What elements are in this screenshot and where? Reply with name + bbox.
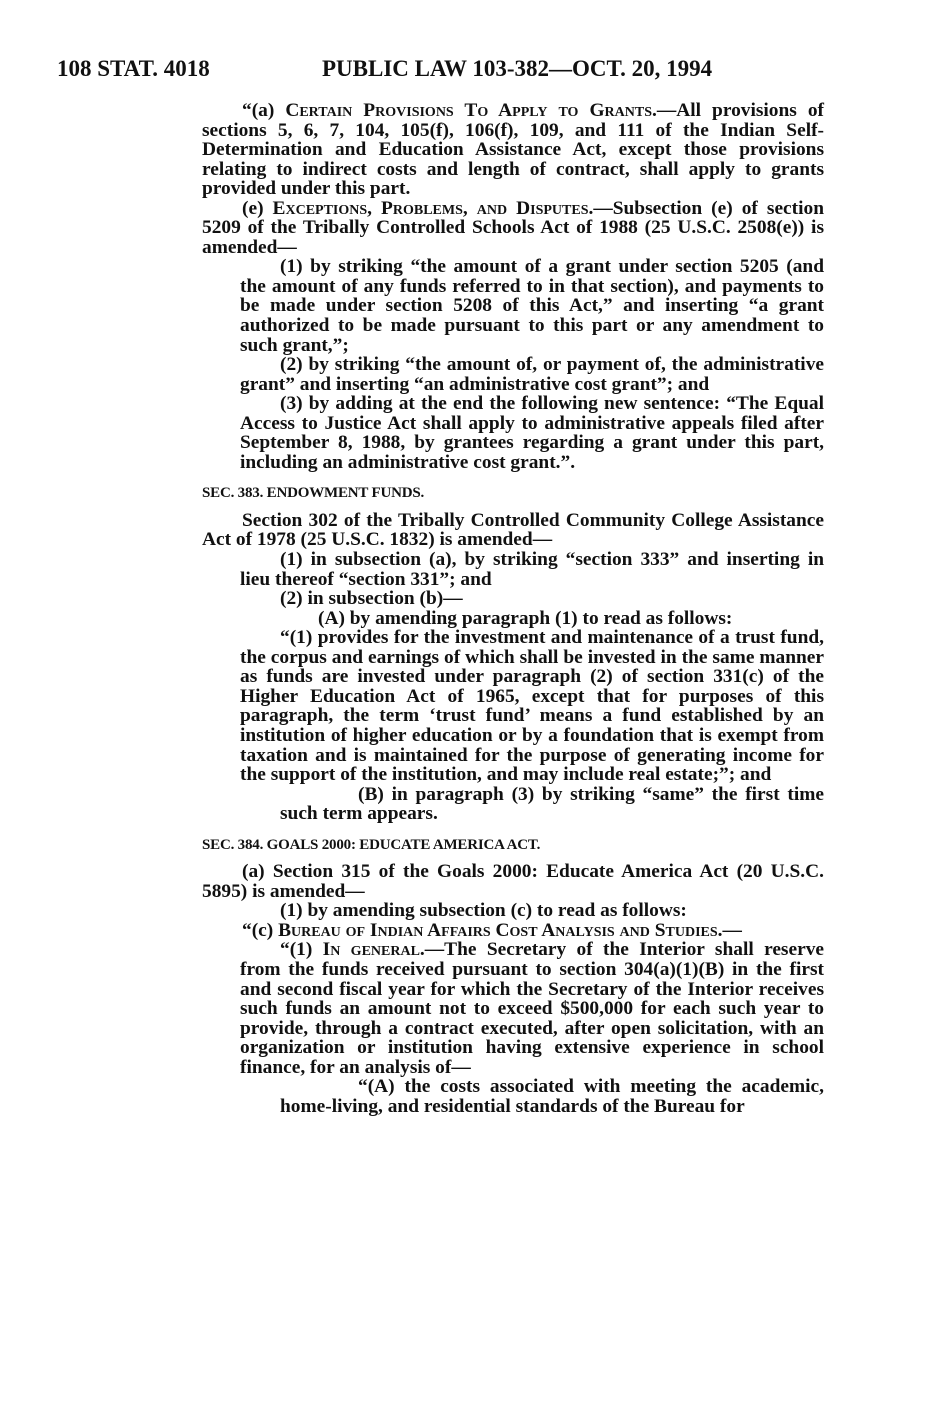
running-header: PUBLIC LAW 103-382—OCT. 20, 1994 <box>322 56 713 81</box>
page-reference: 108 STAT. 4018 <box>57 56 210 81</box>
clause-e3: (3) by adding at the end the following new sentence: “The Equal Access to Justice Act shall apply to administrative appeals filed after September 8, 1988, by grantees regarding a grant under this part, including an administrative cost grant.”. <box>240 393 824 473</box>
clause-383-2A: (A) by amending paragraph (1) to read as follows: <box>318 607 733 629</box>
subsection-heading: Bureau of Indian Affairs Cost Analysis and Studies <box>278 919 718 941</box>
clause-e1: (1) by striking “the amount of a grant under section 5205 (and the amount of any funds referred to in that section), and payments to be made under section 5208 of this Act,” and inserting “a grant authorized to be made pursuant to this part or any amendment to such grant,”; <box>240 256 824 356</box>
clause-384-1: (1) by amending subsection (c) to read as follows: <box>280 900 687 922</box>
section-384-a: (a) Section 315 of the Goals 2000: Educate America Act (20 U.S.C. 5895) is amended— <box>202 861 824 902</box>
section-383-heading: SEC. 383. ENDOWMENT FUNDS. <box>202 485 425 502</box>
paragraph-heading: In general <box>322 939 420 961</box>
clause-383-1: (1) in subsection (a), by striking “section 333” and inserting in lieu thereof “section 331”; and <box>240 549 824 590</box>
section-383-intro: Section 302 of the Tribally Controlled Community College Assistance Act of 1978 (25 U.S.C. 1832) is amended— <box>202 509 824 551</box>
clause-A: “(A) the costs associated with meeting the academic, home-living, and residential standards of the Bureau for <box>280 1076 824 1117</box>
clause-383-2B: (B) in paragraph (3) by striking “same” the first time such term appears. <box>280 783 824 825</box>
subsection-c-paragraph: “(a) Certain Provisions To Apply to Grants.—All provisions of sections 5, 6, 7, 104, 105(f), 106(f), 109, and 111 of the Indian Self-Determination and Education Assistance Act, except those provisions relating to indirect costs and length of contract, shall apply to grants provided under this part. <box>202 100 824 200</box>
subsection-heading: Exceptions, Problems, and Disputes <box>272 197 589 219</box>
clause-383-2: (2) in subsection (b)— <box>280 588 463 610</box>
subsection-heading: Certain Provisions To Apply to Grants <box>285 100 652 121</box>
paragraph-in-general: “(1) In general.—The Secretary of the Interior shall reserve from the funds received pursuant to section 304(a)(1)(B) in the first and second fiscal year for which the Secretary of the Interior receives such funds an amount not to exceed $500,000 for each such year to provide, through a contract executed, after open solicitation, with an organization or institution having extensive experience in school finance, for an analysis of— <box>240 939 824 1078</box>
clause-e2: (2) by striking “the amount of, or payment of, the administrative grant” and inserting “an administrative cost grant”; and <box>240 354 824 395</box>
section-384-heading: SEC. 384. GOALS 2000: EDUCATE AMERICA ACT. <box>202 836 541 853</box>
subsection-e-paragraph: (e) Exceptions, Problems, and Disputes.—Subsection (e) of section 5209 of the Tribally Controlled Schools Act of 1988 (25 U.S.C. 2508(e)) is amended— <box>202 197 824 258</box>
subsection-c-heading: “(c) Bureau of Indian Affairs Cost Analysis and Studies.— <box>242 919 742 941</box>
clause-383-2A-text: “(1) provides for the investment and maintenance of a trust fund, the corpus and earnings of which shall be invested in the same manner as funds are invested under paragraph (2) of section 331(c) of the Higher Education Act of 1965, except that for purposes of this paragraph, the term ‘trust fund’ means a fund established by an institution of higher education or by a foundation that is exempt from taxation and is maintained for the purpose of generating income for the support of the institution, and may include real estate;”; and <box>240 627 824 786</box>
body-text <box>202 101 824 1116</box>
